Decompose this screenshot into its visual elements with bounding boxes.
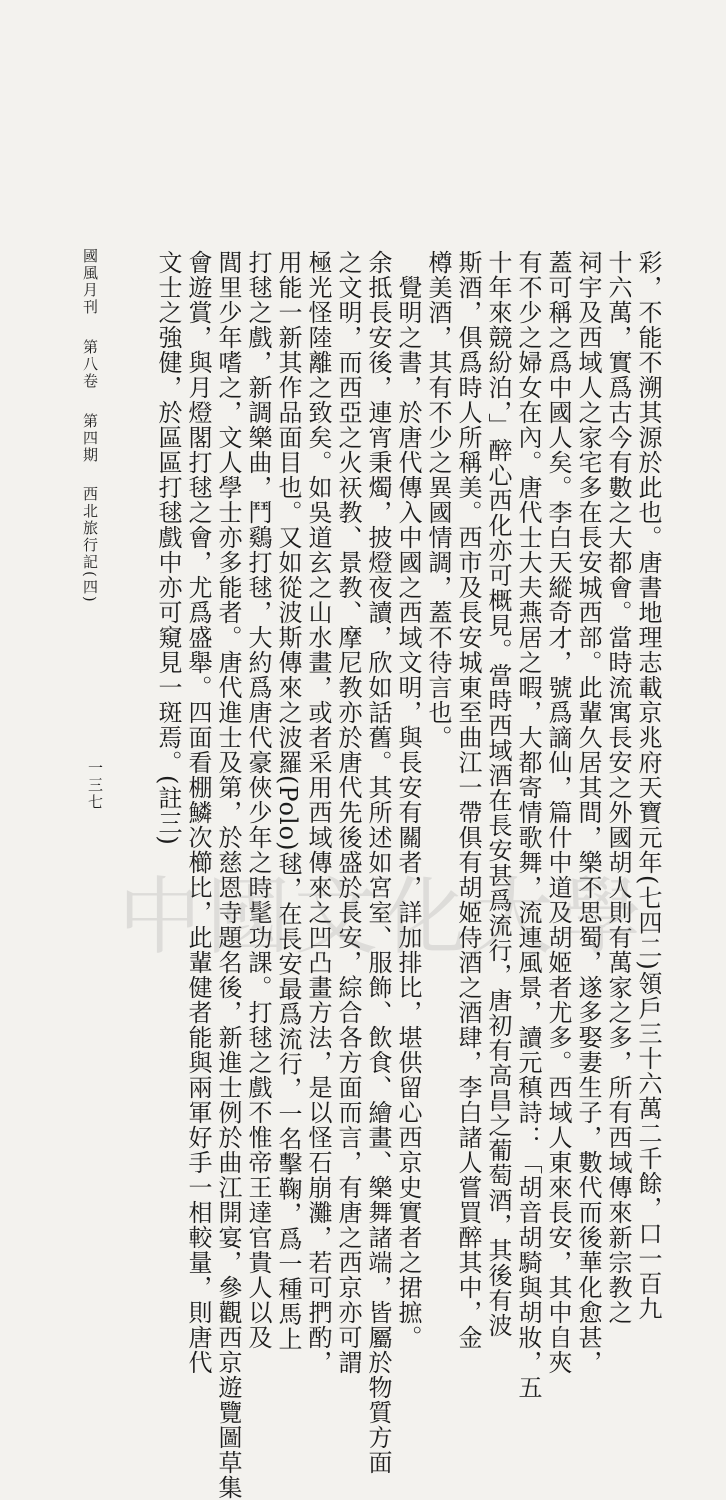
text-column — [635, 250, 661, 1321]
article-title: 西北旅行記(四) — [81, 486, 99, 605]
text-column — [245, 250, 271, 1350]
text-column — [425, 250, 451, 750]
text-column — [155, 250, 181, 846]
column-text: 會遊賞，與月燈閣打毬之會，尤爲盛舉。四面看棚鱗次櫛比，此輩健者能與兩軍好手一相較量，則唐代 — [184, 250, 212, 1375]
text-column — [485, 250, 511, 1338]
text-column — [455, 250, 481, 1350]
text-column — [575, 250, 601, 1375]
column-text: 斯酒，俱爲時人所稱美。西市及長安城東至曲江一帶俱有胡姬侍酒之酒肆，李白諸人嘗買醉其中，金 — [454, 250, 482, 1350]
text-column — [335, 250, 361, 1375]
column-text: 彩，不能不溯其源於此也。唐書地理志載京兆府天寶元年(七四二)領戶三十六萬二千餘，口一百九 — [634, 250, 662, 1321]
column-text: 打毬之戲，新調樂曲，鬥鷄打毬，大約爲唐代豪俠少年之時髦功課。打毬之戲不惟帝王達官貴人以及 — [244, 250, 272, 1350]
text-column — [515, 250, 541, 1400]
text-column — [275, 250, 301, 1351]
column-text: 有不少之婦女在內。唐代士大夫燕居之暇，大都寄情歌舞，流連風景，讀元稹詩：「胡音胡騎與胡妝，五 — [514, 250, 542, 1400]
running-header — [80, 248, 101, 620]
column-text: 文士之強健，於區區打毬戲中亦可窺見一斑焉。(註三) — [154, 250, 182, 846]
volume-label: 第八卷 — [81, 338, 99, 390]
column-text: 祠宇及西域人之家宅多在長安城西部。此輩久居其間，樂不思蜀，遂多娶妻生子，數代而後華化愈甚， — [574, 250, 602, 1375]
column-text: 蓋可稱之爲中國人矣。李白天縱奇才，號爲謫仙，篇什中道及胡姬者尤多。西域人東來長安，其中自夾 — [544, 250, 572, 1375]
watermark: 中國文化大學 — [118, 868, 647, 966]
journal-title: 國風月刊 — [81, 248, 99, 316]
column-text: 用能一新其作品面目也。又如從波斯傳來之波羅(Polo)毬，在長安最爲流行，一名擊鞠，爲一種馬上 — [274, 250, 302, 1352]
column-text: 覺明之書，於唐代傳入中國之西域文明，與長安有關者，詳加排比，堪供留心西京史實者之捃摭。 — [394, 250, 422, 1350]
column-text: 極光怪陸離之致矣。如吳道玄之山水畫，或者采用西域傳來之凹凸畫方法，是以怪石崩灘，若可捫酌， — [304, 250, 332, 1375]
text-column — [605, 250, 631, 1325]
column-text: 十年來競紛泊，」醉心西化亦可概見。當時西域酒在長安甚爲流行，唐初有高昌之葡萄酒，其後有波 — [484, 250, 512, 1338]
issue-label: 第四期 — [81, 412, 99, 464]
text-column — [395, 250, 421, 1350]
text-column — [305, 250, 331, 1375]
column-text: 閭里少年嗜之，文人學士亦多能者。唐代進士及第，於慈恩寺題名後，新進士例於曲江開宴，參觀西京遊覽圖草集 — [214, 250, 242, 1500]
column-text: 之文明，而西亞之火祆教、景教、摩尼教亦於唐代先後盛於長安，綜合各方面而言，有唐之西京亦可謂 — [334, 250, 362, 1375]
column-text: 樽美酒，其有不少之異國情調，蓋不待言也。 — [424, 250, 452, 750]
column-text: 余抵長安後，連宵秉燭，披燈夜讀，欣如話舊。其所述如宮室、服飾、飲食、繪畫、樂舞諸端，皆屬於物質方面 — [364, 250, 392, 1475]
text-column — [545, 250, 571, 1375]
text-column — [185, 250, 211, 1375]
column-text: 十六萬，實爲古今有數之大都會。當時流寓長安之外國胡人則有萬家之多，所有西域傳來新宗教之 — [604, 250, 632, 1325]
page-number: 一三七 — [86, 760, 104, 811]
